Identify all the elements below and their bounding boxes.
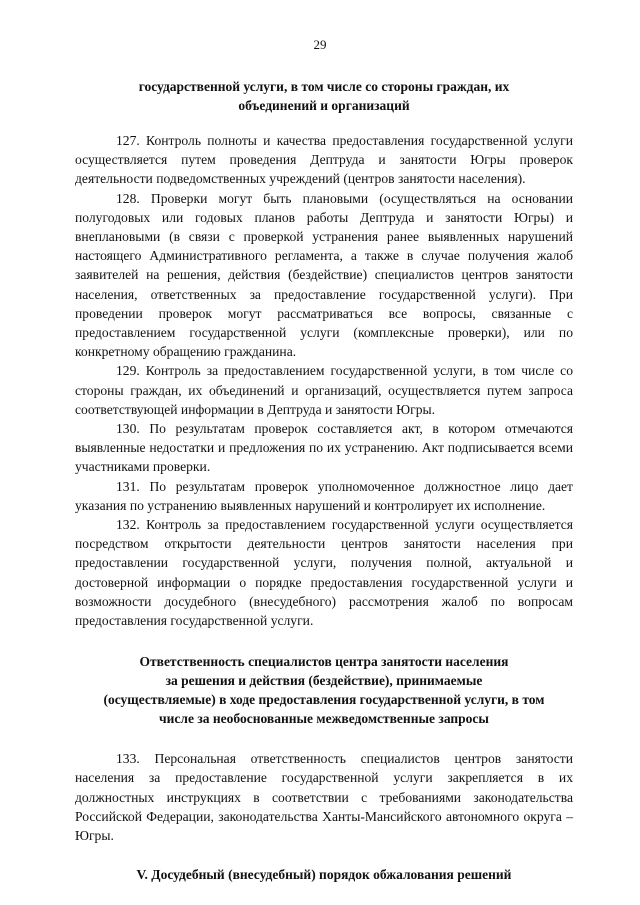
page-number: 29 bbox=[313, 37, 327, 52]
heading-line: объединений и организаций bbox=[238, 98, 410, 113]
paragraph-133: 133. Персональная ответственность специалистов центров занятости населения за предоставление государственной услуги закрепляется в их должностных инструкциях в соответствии с требованиями законодательства Российской Федерации, законодательства Ханты-Мансийского автономного округа – Югры. bbox=[75, 751, 573, 844]
heading-line: числе за необоснованные межведомственные запросы bbox=[159, 711, 489, 727]
heading-line: Ответственность специалистов центра занятости населения bbox=[139, 654, 509, 670]
paragraph-131: 131. По результатам проверок уполномоченное должностное лицо дает указания по устранению выявленных нарушений и контролирует их исполнение. bbox=[75, 478, 573, 513]
paragraph-127: 127. Контроль полноты и качества предоставления государственной услуги осуществляется путем проведения Дептруда и занятости Югры проверок деятельности подведомственных учреждений (центров занятости населения). bbox=[75, 133, 573, 187]
paragraph-132: 132. Контроль за предоставлением государственной услуги осуществляется посредством открытости деятельности центров занятости населения при предоставлении государственной услуги, получения полной, актуальной и достоверной информации о порядке предоставления государственной услуги и возможности досудебного (внесудебного) рассмотрения жалоб по вопросам предоставления государственной услуги. bbox=[75, 517, 573, 629]
heading-line: (осуществляемые) в ходе предоставления государственной услуги, в том bbox=[103, 692, 545, 708]
section-heading-bottom: V. Досудебный (внесудебный) порядок обжалования решений bbox=[136, 867, 512, 883]
paragraph-128: 128. Проверки могут быть плановыми (осуществляться на основании полугодовых или годовых планов работы Дептруда и занятости Югры) и внеплановыми (в связи с проверкой устранения ранее выявленных нарушений настоящего Административного регламента, а также в случае получения жалоб заявителей на решения, действия (бездействие) специалистов центров занятости населения, ответственных за предоставление государственной услуги). При проведении проверок могут рассматриваться все вопросы, связанные с предоставлением государственной услуги (комплексные проверки), или по конкретному обращению гражданина. bbox=[75, 190, 573, 360]
heading-line: за решения и действия (бездействие), принимаемые bbox=[165, 673, 483, 689]
page-content bbox=[75, 77, 573, 884]
section-heading-middle bbox=[75, 652, 573, 728]
paragraph-130: 130. По результатам проверок составляется акт, в котором отмечаются выявленные недостатки и предложения по их устранению. Акт подписывается всеми участниками проверки. bbox=[75, 421, 573, 475]
section-heading-top bbox=[75, 77, 573, 115]
heading-line: государственной услуги, в том числе со стороны граждан, их bbox=[138, 79, 510, 94]
paragraph-129: 129. Контроль за предоставлением государственной услуги, в том числе со стороны граждан, их объединений и организаций, осуществляется путем запроса соответствующей информации в Дептруда и занятости Югры. bbox=[75, 363, 573, 417]
